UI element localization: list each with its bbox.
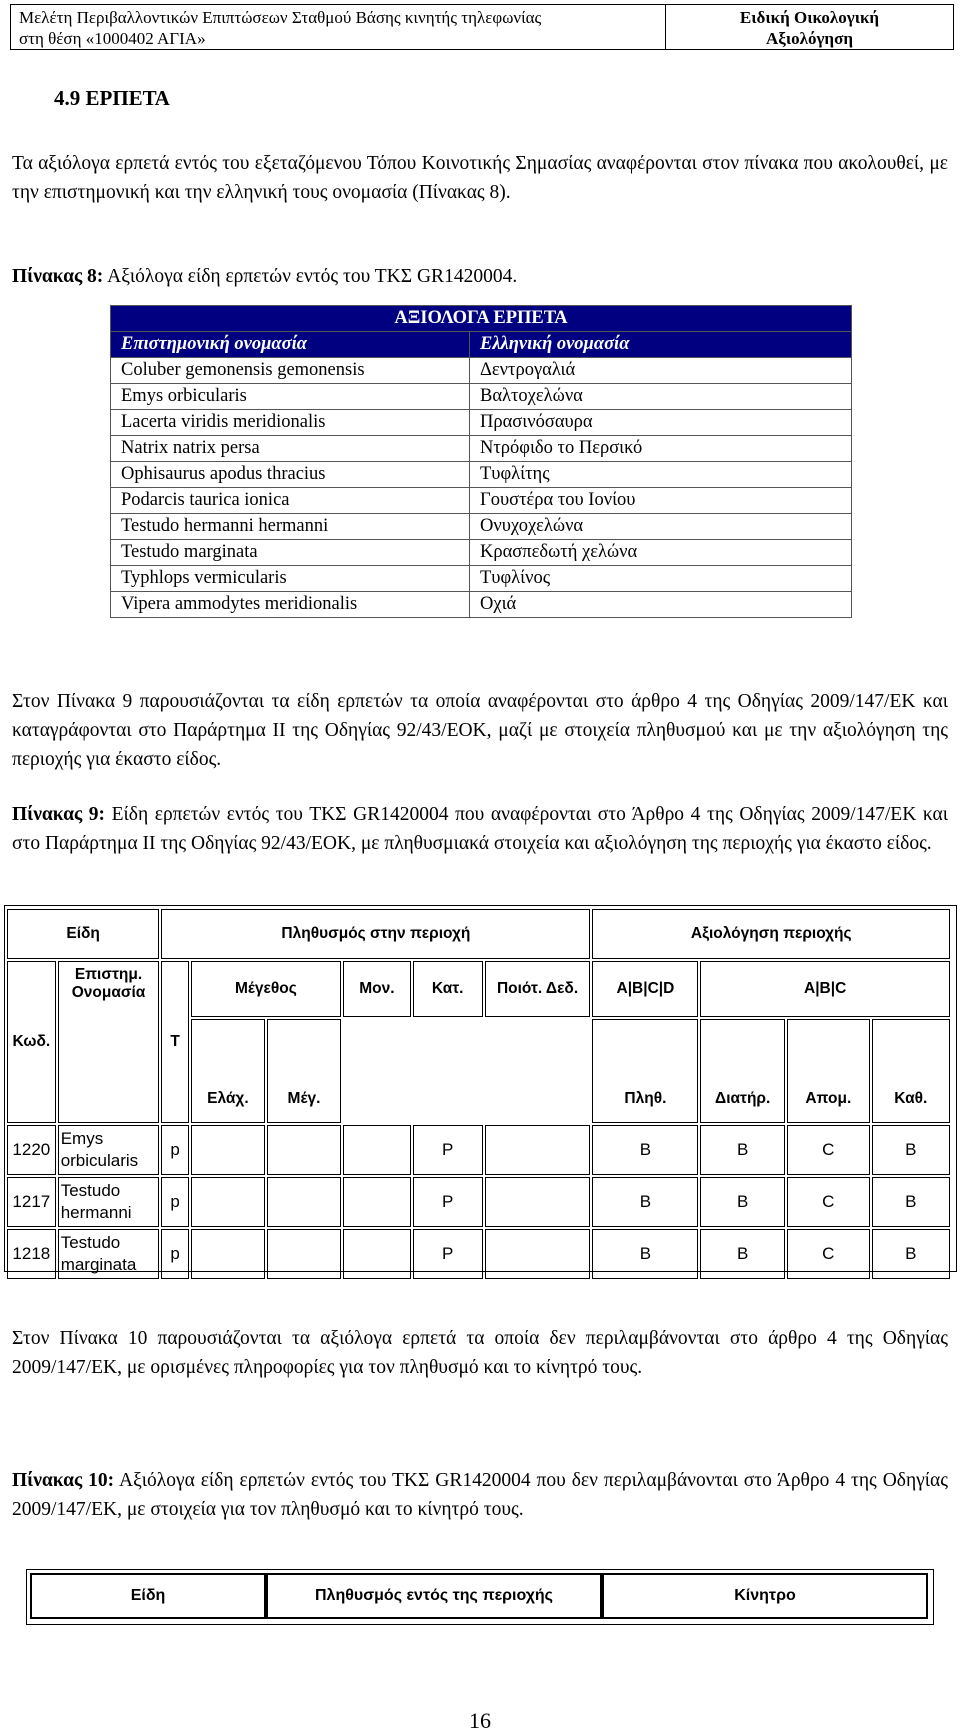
table-row (7, 1229, 950, 1279)
cell-cons: B (700, 1177, 785, 1227)
cell-cons: B (700, 1125, 785, 1175)
cell-code: 1220 (7, 1125, 56, 1175)
cell-t: p (161, 1177, 189, 1227)
cell-name: Emys orbicularis (58, 1125, 160, 1175)
page-number: 16 (469, 1708, 491, 1733)
table-row (111, 566, 852, 592)
table-row (7, 1177, 950, 1227)
table9-header-code: Κωδ. (7, 961, 56, 1123)
table9-header-cat: Κατ. (413, 961, 483, 1017)
empty-cell (485, 1125, 591, 1175)
empty-cell (267, 1125, 341, 1175)
greek-name-cell: Ντρόφιδο το Περσικό (470, 436, 852, 462)
cell-code: 1218 (7, 1229, 56, 1279)
table9-header-t: T (161, 961, 189, 1123)
intro-paragraph: Τα αξιόλογα ερπετά εντός του εξεταζόμενου Τόπου Κοινοτικής Σημασίας αναφέρονται στον πίνακα που ακολουθεί, με την επιστημονική και την ελληνική τους ονομασία (Πίνακας 8). (12, 153, 948, 203)
table10-header-species: Είδη (30, 1573, 266, 1619)
table9-header-min: Ελάχ. (191, 1019, 265, 1123)
empty-cell (485, 1177, 591, 1227)
scientific-name-cell: Testudo hermanni hermanni (111, 514, 470, 540)
table9-empty-cell (413, 1019, 483, 1123)
table-row (111, 514, 852, 540)
cell-glob: B (872, 1229, 950, 1279)
table-other-reptiles (30, 1573, 928, 1619)
cell-name: Testudo marginata (58, 1229, 160, 1279)
cell-cons: B (700, 1229, 785, 1279)
table-row (111, 436, 852, 462)
table-row (7, 1125, 950, 1175)
table9-header-quality: Ποιότ. Δεδ. (485, 961, 591, 1017)
empty-cell (267, 1229, 341, 1279)
table9-group-population: Πληθυσμός στην περιοχή (161, 909, 590, 959)
table10-header-population: Πληθυσμός εντός της περιοχής (266, 1573, 602, 1619)
table-row (111, 410, 852, 436)
table10-caption: Πίνακας 10: Αξιόλογα είδη ερπετών εντός του ΤΚΣ GR1420004 που δεν περιλαμβάνονται στο Άρθρο 4 της Οδηγίας 2009/147/ΕΚ, με στοιχεία για τον πληθυσμό και το κίνητρό τους. (12, 1470, 948, 1520)
table9-header-pop: Πληθ. (592, 1019, 698, 1123)
table10-header-motive: Κίνητρο (602, 1573, 928, 1619)
page-header (10, 4, 954, 50)
greek-name-cell: Γουστέρα του Ιονίου (470, 488, 852, 514)
empty-cell (267, 1177, 341, 1227)
empty-cell (191, 1177, 265, 1227)
scientific-name-cell: Emys orbicularis (111, 384, 470, 410)
table9-header-cons: Διατήρ. (700, 1019, 785, 1123)
table9-header-abc: A|B|C (700, 961, 950, 1017)
table-reptiles-list (110, 305, 852, 618)
header-section-title: Ειδική Οικολογική Αξιολόγηση (739, 8, 880, 48)
greek-name-cell: Ονυχοχελώνα (470, 514, 852, 540)
greek-name-cell: Βαλτοχελώνα (470, 384, 852, 410)
table8-header-greek: Ελληνική ονομασία (470, 332, 852, 358)
greek-name-cell: Οχιά (470, 592, 852, 618)
greek-name-cell: Τυφλίνος (470, 566, 852, 592)
greek-name-cell: Πρασινόσαυρα (470, 410, 852, 436)
table-row (111, 358, 852, 384)
scientific-name-cell: Podarcis taurica ionica (111, 488, 470, 514)
empty-cell (191, 1125, 265, 1175)
greek-name-cell: Δεντρογαλιά (470, 358, 852, 384)
scientific-name-cell: Ophisaurus apodus thracius (111, 462, 470, 488)
table9-header-abcd: A|B|C|D (592, 961, 698, 1017)
empty-cell (343, 1177, 411, 1227)
cell-pop: B (592, 1229, 698, 1279)
cell-pop: B (592, 1125, 698, 1175)
table-species-assessment (5, 907, 952, 1281)
table-row (111, 540, 852, 566)
section-heading: 4.9 ΕΡΠΕΤΑ (54, 86, 170, 110)
scientific-name-cell: Lacerta viridis meridionalis (111, 410, 470, 436)
scientific-name-cell: Typhlops vermicularis (111, 566, 470, 592)
cell-t: p (161, 1125, 189, 1175)
cell-iso: C (787, 1125, 870, 1175)
table9-header-iso: Απομ. (787, 1019, 870, 1123)
table-row (111, 592, 852, 618)
empty-cell (485, 1229, 591, 1279)
header-study-title: Μελέτη Περιβαλλοντικών Επιπτώσεων Σταθμού Βάσης κινητής τηλεφωνίας στη θέση «1000402 ΑΓΙΑ» (11, 5, 666, 49)
table9-header-size: Μέγεθος (191, 961, 341, 1017)
cell-iso: C (787, 1229, 870, 1279)
scientific-name-cell: Testudo marginata (111, 540, 470, 566)
table9-header-glob: Καθ. (872, 1019, 950, 1123)
table-row (111, 488, 852, 514)
cell-glob: B (872, 1125, 950, 1175)
cell-code: 1217 (7, 1177, 56, 1227)
scientific-name-cell: Coluber gemonensis gemonensis (111, 358, 470, 384)
cell-glob: B (872, 1177, 950, 1227)
cell-cat: P (413, 1177, 483, 1227)
table9-header-sci-name: Επιστημ. Ονομασία (58, 961, 160, 1123)
scientific-name-cell: Natrix natrix persa (111, 436, 470, 462)
paragraph-table9-intro: Στον Πίνακα 9 παρουσιάζονται τα είδη ερπετών τα οποία αναφέρονται στο άρθρο 4 της Οδηγίας 2009/147/ΕΚ και καταγράφονται στο Παράρτημα ΙΙ της Οδηγίας 92/43/ΕΟΚ, μαζί με στοιχεία πληθυσμού και με την αξιολόγηση της περιοχής για έκαστο είδος. (12, 691, 948, 770)
table9-header-unit: Μον. (343, 961, 411, 1017)
table8-title: ΑΞΙΟΛΟΓΑ ΕΡΠΕΤΑ (111, 306, 852, 332)
table8-header-scientific: Επιστημονική ονομασία (111, 332, 470, 358)
table9-caption: Πίνακας 9: Είδη ερπετών εντός του ΤΚΣ GR1420004 που αναφέρονται στο Άρθρο 4 της Οδηγίας 2009/147/ΕΚ και στο Παράρτημα ΙΙ της Οδηγίας 92/43/ΕΟΚ, με πληθυσμιακά στοιχεία και αξιολόγηση της περιοχής για έκαστο είδος. (12, 804, 948, 854)
cell-pop: B (592, 1177, 698, 1227)
greek-name-cell: Κρασπεδωτή χελώνα (470, 540, 852, 566)
empty-cell (343, 1229, 411, 1279)
table-row (111, 462, 852, 488)
cell-cat: P (413, 1229, 483, 1279)
empty-cell (191, 1229, 265, 1279)
cell-cat: P (413, 1125, 483, 1175)
table9-header-max: Μέγ. (267, 1019, 341, 1123)
table9-empty-cell (343, 1019, 411, 1123)
empty-cell (343, 1125, 411, 1175)
cell-name: Testudo hermanni (58, 1177, 160, 1227)
cell-iso: C (787, 1177, 870, 1227)
greek-name-cell: Τυφλίτης (470, 462, 852, 488)
table8-caption: Πίνακας 8: Αξιόλογα είδη ερπετών εντός του ΤΚΣ GR1420004. (12, 266, 518, 287)
table9-group-species: Είδη (7, 909, 159, 959)
scientific-name-cell: Vipera ammodytes meridionalis (111, 592, 470, 618)
cell-t: p (161, 1229, 189, 1279)
table-row (111, 384, 852, 410)
table9-group-assessment: Αξιολόγηση περιοχής (592, 909, 950, 959)
table9-empty-cell (485, 1019, 591, 1123)
paragraph-table10-intro: Στον Πίνακα 10 παρουσιάζονται τα αξιόλογα ερπετά τα οποία δεν περιλαμβάνονται στο άρθρο 4 της Οδηγίας 2009/147/ΕΚ, με ορισμένες πληροφορίες για τον πληθυσμό και το κίνητρό τους. (12, 1328, 948, 1378)
